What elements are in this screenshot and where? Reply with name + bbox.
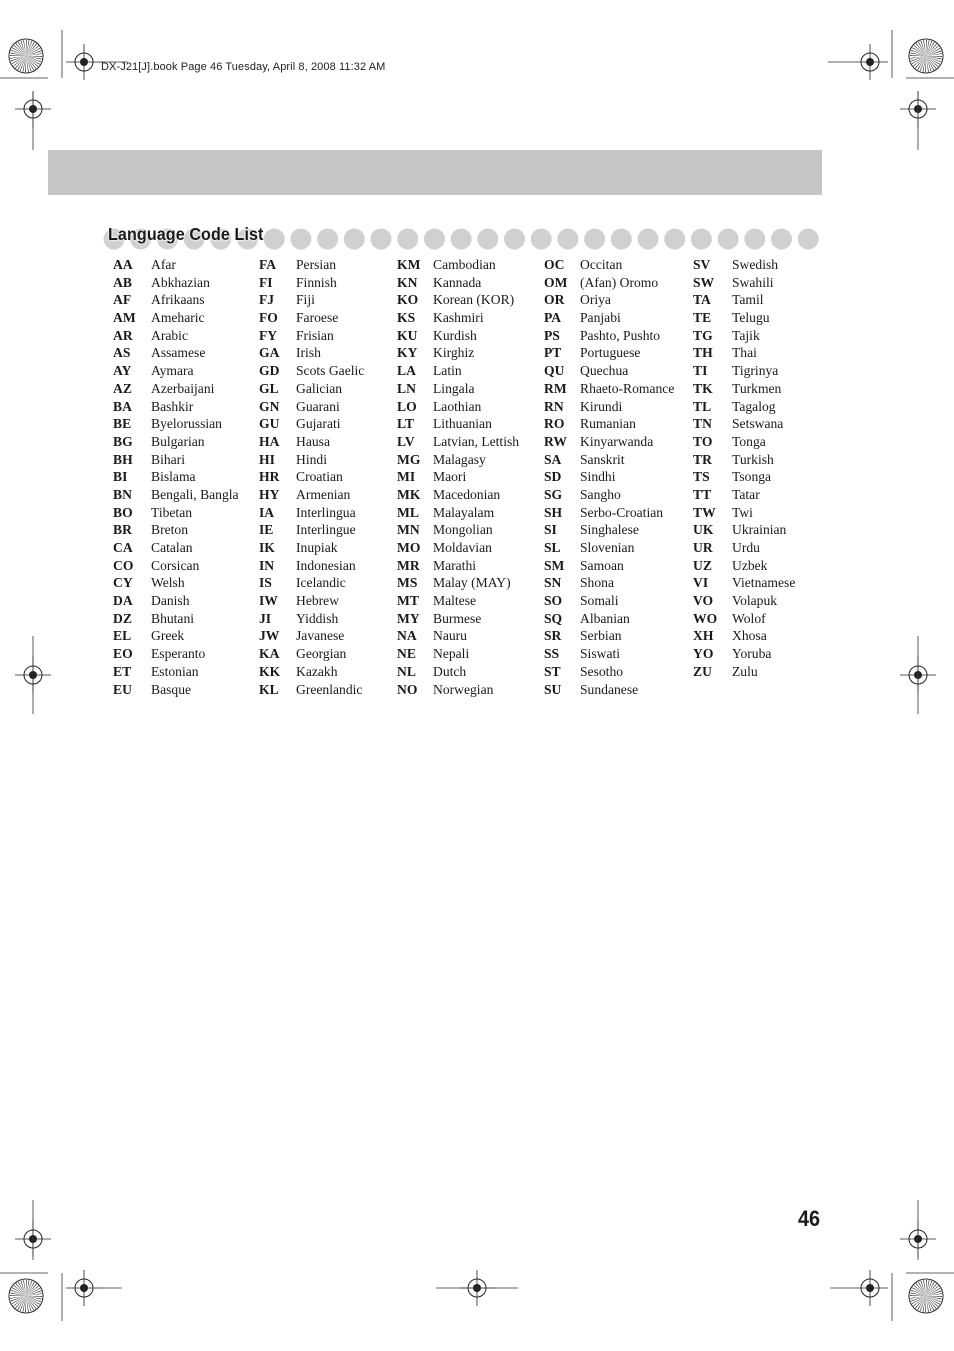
language-code: GD (259, 363, 280, 379)
language-name: Burmese (433, 610, 482, 626)
language-name: Azerbaijani (151, 380, 215, 396)
language-name: Rumanian (580, 416, 636, 432)
language-name: Mongolian (433, 522, 493, 538)
corner-starburst-icon (6, 1276, 46, 1316)
language-name: Thai (732, 345, 757, 361)
language-name: Maltese (433, 593, 477, 609)
language-name: Siswati (580, 646, 621, 662)
language-name: Shona (580, 575, 614, 591)
language-name: Laothian (433, 398, 482, 414)
language-code: UK (693, 522, 714, 538)
language-code: TL (693, 398, 712, 414)
print-header-line: DX-J21[J].book Page 46 Tuesday, April 8, 2008 11:32 AM (101, 61, 386, 73)
language-code: EL (113, 628, 132, 644)
language-name: Sundanese (580, 681, 639, 697)
language-name: Ameharic (151, 310, 205, 326)
language-code: LT (397, 416, 414, 432)
language-code: LV (397, 433, 415, 449)
language-code: PA (544, 310, 562, 326)
language-code: AS (113, 345, 131, 361)
language-name: Somali (580, 593, 619, 609)
language-code: CO (113, 557, 134, 573)
language-code: KM (397, 257, 421, 272)
language-name: Urdu (732, 540, 760, 555)
language-name: Telugu (732, 310, 770, 326)
title-dot (424, 229, 445, 250)
language-name: Kirundi (580, 398, 623, 414)
language-name: Twi (732, 504, 753, 520)
language-name: Cambodian (433, 257, 496, 272)
language-code: AA (113, 257, 133, 272)
language-name: Hebrew (296, 593, 340, 609)
language-name: Zulu (732, 663, 758, 679)
language-name: Maori (433, 469, 467, 485)
language-name: Volapuk (732, 593, 778, 609)
language-name: Lingala (433, 380, 475, 396)
language-name: Moldavian (433, 540, 492, 555)
language-name: Swahili (732, 274, 774, 290)
language-code: BO (113, 504, 133, 520)
language-name: Latin (433, 363, 462, 379)
language-name: Norwegian (433, 681, 494, 697)
language-name: Afar (151, 257, 176, 272)
language-code: HR (259, 469, 280, 485)
language-code: KO (397, 292, 419, 308)
language-code: BG (113, 433, 133, 449)
language-name: Greek (151, 628, 185, 644)
language-code: RW (544, 433, 567, 449)
language-name: Panjabi (580, 310, 621, 326)
language-code: TE (693, 310, 712, 326)
language-name: Kazakh (296, 663, 338, 679)
language-name: Tagalog (732, 398, 776, 414)
registration-mark-icon (900, 657, 936, 693)
language-name: Abkhazian (151, 274, 210, 290)
language-name: Bihari (151, 451, 185, 467)
registration-mark-icon (15, 657, 51, 693)
corner-starburst-icon (906, 1276, 946, 1316)
language-code: GA (259, 345, 280, 361)
language-name: Serbo-Croatian (580, 504, 664, 520)
language-code: MR (397, 557, 420, 573)
language-code: QU (544, 363, 565, 379)
title-dot (451, 229, 472, 250)
language-name: Corsican (151, 557, 200, 573)
language-code: MT (397, 593, 419, 609)
language-name: Tatar (732, 486, 760, 502)
language-name: Nauru (433, 628, 467, 644)
language-name: Dutch (433, 663, 467, 679)
language-name: Welsh (151, 575, 185, 591)
language-name: Breton (151, 522, 188, 538)
language-name: Sindhi (580, 469, 616, 485)
language-code: SH (544, 504, 563, 520)
language-code: ML (397, 504, 419, 520)
language-code: ST (544, 663, 561, 679)
language-code: AB (113, 274, 132, 290)
language-code: OC (544, 257, 565, 272)
language-code: XH (693, 628, 714, 644)
language-code: TW (693, 504, 716, 520)
language-name: Catalan (151, 540, 193, 555)
language-name: Wolof (732, 610, 766, 626)
language-name: Rhaeto-Romance (580, 380, 675, 396)
language-code: UR (693, 540, 713, 555)
language-code: RO (544, 416, 565, 432)
registration-mark-icon (66, 44, 102, 80)
language-name: Scots Gaelic (296, 363, 365, 379)
title-dot (798, 229, 819, 250)
language-code: HI (259, 451, 275, 467)
language-name: Danish (151, 593, 190, 609)
language-name: Kannada (433, 274, 482, 290)
language-name: Tibetan (151, 504, 193, 520)
language-code: TI (693, 363, 708, 379)
language-code: BR (113, 522, 132, 538)
language-name: Sanskrit (580, 451, 625, 467)
section-title: Language Code List (108, 224, 264, 244)
language-code: IN (259, 557, 275, 573)
registration-mark-icon (900, 91, 936, 127)
language-name: Persian (296, 257, 337, 272)
language-code: CY (113, 575, 133, 591)
language-name: Latvian, Lettish (433, 433, 520, 449)
language-name: Frisian (296, 327, 334, 343)
title-dot (611, 229, 632, 250)
language-code: FO (259, 310, 278, 326)
language-name: Setswana (732, 416, 784, 432)
language-name: Tigrinya (732, 363, 779, 379)
language-name: (Afan) Oromo (580, 274, 659, 290)
registration-mark-icon (459, 1270, 495, 1306)
language-name: Oriya (580, 292, 611, 308)
language-name: Kashmiri (433, 310, 484, 326)
language-code: FA (259, 257, 277, 272)
language-code: FI (259, 274, 273, 290)
language-code: KN (397, 274, 418, 290)
language-code: SL (544, 540, 561, 555)
language-code: TT (693, 486, 712, 502)
language-code: SW (693, 274, 715, 290)
registration-mark-icon (15, 1221, 51, 1257)
language-name: Croatian (296, 469, 343, 485)
language-name: Uzbek (732, 557, 768, 573)
corner-starburst-icon (906, 36, 946, 76)
language-name: Byelorussian (151, 416, 222, 432)
title-dot (584, 229, 605, 250)
language-code: SI (544, 522, 557, 538)
language-code: IE (259, 522, 274, 538)
language-code: SO (544, 593, 563, 609)
language-name: Interlingua (296, 504, 356, 520)
language-code: IA (259, 504, 275, 520)
language-code: BN (113, 486, 132, 502)
language-name: Estonian (151, 663, 199, 679)
registration-mark-icon (15, 91, 51, 127)
language-code: GL (259, 380, 279, 396)
language-name: Esperanto (151, 646, 206, 662)
language-code: DA (113, 593, 133, 609)
language-name: Marathi (433, 557, 477, 573)
language-code: LN (397, 380, 416, 396)
language-name: Turkmen (732, 380, 782, 396)
title-dot (557, 229, 578, 250)
language-code: SS (544, 646, 560, 662)
language-code: EO (113, 646, 133, 662)
language-name: Hausa (296, 433, 330, 449)
language-name: Aymara (151, 363, 194, 379)
language-code: NO (397, 681, 418, 697)
title-dot (317, 229, 338, 250)
language-code: GN (259, 398, 280, 414)
language-name: Swedish (732, 257, 779, 272)
language-name: Icelandic (296, 575, 346, 591)
language-code: YO (693, 646, 714, 662)
title-dot (744, 229, 765, 250)
language-code: AZ (113, 380, 132, 396)
language-code: JW (259, 628, 280, 644)
language-code: KS (397, 310, 416, 326)
language-code: HY (259, 486, 280, 502)
registration-mark-icon (852, 44, 888, 80)
language-name: Malayalam (433, 504, 495, 520)
language-code: NE (397, 646, 416, 662)
language-name: Malagasy (433, 451, 486, 467)
language-name: Malay (MAY) (433, 575, 511, 591)
language-code: SM (544, 557, 565, 573)
language-name: Kinyarwanda (580, 433, 654, 449)
language-code: EU (113, 681, 132, 697)
language-name: Armenian (296, 486, 351, 502)
language-code: GU (259, 416, 280, 432)
title-dot (264, 229, 285, 250)
language-name: Bulgarian (151, 433, 205, 449)
registration-mark-icon (900, 1221, 936, 1257)
language-code: ZU (693, 663, 712, 679)
language-name: Irish (296, 345, 321, 361)
language-name: Javanese (296, 628, 345, 644)
language-code: BH (113, 451, 133, 467)
language-code: MI (397, 469, 416, 485)
language-code: KL (259, 681, 279, 697)
language-code: FY (259, 327, 278, 343)
language-code: SN (544, 575, 562, 591)
language-name: Ukrainian (732, 522, 787, 538)
corner-starburst-icon (6, 36, 46, 76)
language-name: Afrikaans (151, 292, 205, 308)
language-code: KK (259, 663, 281, 679)
title-dot (718, 229, 739, 250)
language-name: Finnish (296, 274, 337, 290)
language-code: HA (259, 433, 280, 449)
language-code: CA (113, 540, 133, 555)
language-code: AR (113, 327, 133, 343)
language-code: AY (113, 363, 132, 379)
language-name: Vietnamese (732, 575, 796, 591)
language-code: RM (544, 380, 567, 396)
language-code: SR (544, 628, 562, 644)
language-code: OM (544, 274, 568, 290)
language-name: Faroese (296, 310, 339, 326)
title-dot (531, 229, 552, 250)
language-code: SU (544, 681, 562, 697)
language-code: AF (113, 292, 132, 308)
language-code: TK (693, 380, 713, 396)
language-code: IS (259, 575, 272, 591)
language-code: KY (397, 345, 418, 361)
language-code: OR (544, 292, 565, 308)
title-dot (504, 229, 525, 250)
language-name: Gujarati (296, 416, 341, 432)
language-name: Pashto, Pushto (580, 327, 661, 343)
language-code: JI (259, 610, 272, 626)
language-code: TN (693, 416, 712, 432)
language-code: SQ (544, 610, 563, 626)
header-band (48, 150, 822, 195)
language-name: Galician (296, 380, 343, 396)
language-code: RN (544, 398, 564, 414)
title-dot (344, 229, 365, 250)
registration-mark-icon (66, 1270, 102, 1306)
language-name: Tajik (732, 327, 760, 343)
language-code: PT (544, 345, 562, 361)
language-name: Yoruba (732, 646, 772, 662)
language-code: SA (544, 451, 562, 467)
language-code: LA (397, 363, 416, 379)
language-code: SD (544, 469, 562, 485)
language-name: Yiddish (296, 610, 339, 626)
language-name: Korean (KOR) (433, 292, 515, 308)
language-name: Assamese (151, 345, 206, 361)
language-code: TS (693, 469, 710, 485)
language-name: Albanian (580, 610, 630, 626)
language-code: KA (259, 646, 280, 662)
language-code: BI (113, 469, 128, 485)
language-code: MK (397, 486, 421, 502)
language-name: Slovenian (580, 540, 635, 555)
language-code: KU (397, 327, 418, 343)
language-name: Occitan (580, 257, 623, 272)
language-code: DZ (113, 610, 132, 626)
language-code: TH (693, 345, 713, 361)
title-dot (664, 229, 685, 250)
language-name: Bhutani (151, 610, 195, 626)
language-name: Quechua (580, 363, 629, 379)
language-code: AM (113, 310, 136, 326)
language-code: BE (113, 416, 132, 432)
language-name: Xhosa (732, 628, 767, 644)
language-name: Kirghiz (433, 345, 475, 361)
language-name: Tonga (732, 433, 766, 449)
language-code: UZ (693, 557, 712, 573)
language-name: Interlingue (296, 522, 356, 538)
language-name: Serbian (580, 628, 622, 644)
language-code: TR (693, 451, 712, 467)
language-name: Arabic (151, 327, 188, 343)
title-dot (691, 229, 712, 250)
language-name: Bengali, Bangla (151, 486, 239, 502)
language-name: Sesotho (580, 663, 624, 679)
language-code: VO (693, 593, 714, 609)
language-name: Inupiak (296, 540, 338, 555)
language-code: TO (693, 433, 713, 449)
language-code: IK (259, 540, 275, 555)
title-dot (771, 229, 792, 250)
language-name: Bashkir (151, 398, 194, 414)
language-code: MN (397, 522, 420, 538)
language-code: MO (397, 540, 421, 555)
title-dot (638, 229, 659, 250)
language-name: Georgian (296, 646, 347, 662)
title-dot (397, 229, 418, 250)
language-code: ET (113, 663, 132, 679)
title-dot (371, 229, 392, 250)
language-code: TA (693, 292, 711, 308)
language-code: LO (397, 398, 417, 414)
title-dot (290, 229, 311, 250)
language-code: TG (693, 327, 713, 343)
language-name: Nepali (433, 646, 470, 662)
title-dot (477, 229, 498, 250)
language-name: Bislama (151, 469, 196, 485)
language-code: IW (259, 593, 278, 609)
language-name: Fiji (296, 292, 315, 308)
language-name: Tsonga (732, 469, 772, 485)
language-code: FJ (259, 292, 275, 308)
language-name: Greenlandic (296, 681, 363, 697)
language-code: BA (113, 398, 132, 414)
language-name: Indonesian (296, 557, 356, 573)
page-number: 46 (798, 1206, 821, 1231)
language-code: VI (693, 575, 709, 591)
language-code: SG (544, 486, 563, 502)
language-name: Portuguese (580, 345, 641, 361)
language-name: Singhalese (580, 522, 639, 538)
language-name: Sangho (580, 486, 621, 502)
language-code: NA (397, 628, 417, 644)
language-code: NL (397, 663, 416, 679)
language-name: Lithuanian (433, 416, 492, 432)
language-name: Guarani (296, 398, 340, 414)
language-code: PS (544, 327, 560, 343)
language-code: MS (397, 575, 418, 591)
language-name: Samoan (580, 557, 624, 573)
language-code: WO (693, 610, 718, 626)
language-code: MY (397, 610, 420, 626)
language-code: SV (693, 257, 711, 272)
language-name: Basque (151, 681, 192, 697)
language-name: Tamil (732, 292, 764, 308)
language-name: Macedonian (433, 486, 501, 502)
language-code: MG (397, 451, 421, 467)
registration-mark-icon (852, 1270, 888, 1306)
language-name: Turkish (732, 451, 774, 467)
language-name: Kurdish (433, 327, 477, 343)
language-name: Hindi (296, 451, 327, 467)
